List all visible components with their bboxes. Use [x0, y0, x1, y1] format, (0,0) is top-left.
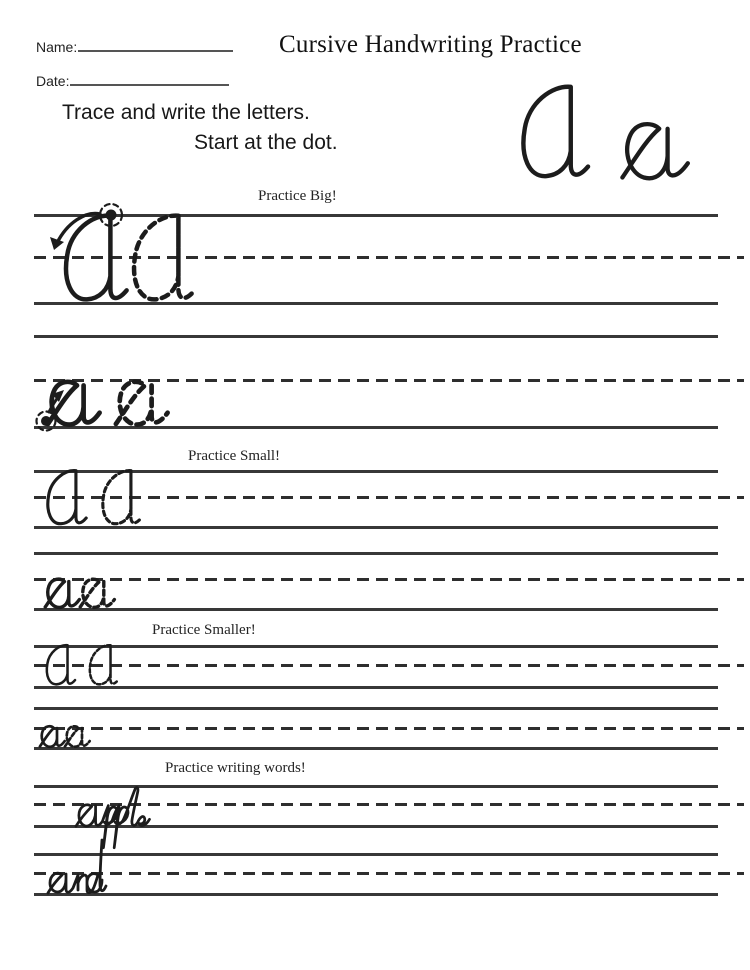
instruction-line-2: Start at the dot.	[194, 131, 338, 154]
ruled-line-solid	[34, 686, 718, 689]
ruled-line-solid	[34, 335, 718, 338]
stroke-direction-arrow-capital	[57, 214, 100, 243]
ruled-line-solid	[34, 893, 718, 896]
word-and-cursive	[48, 840, 106, 893]
name-label: Name:	[36, 39, 78, 55]
ruled-line-dashed	[34, 578, 744, 581]
stroke-direction-arrowhead-capital	[50, 237, 64, 250]
trace-lowercase-a-solid-small	[45, 579, 79, 607]
ruled-line-solid	[34, 470, 718, 473]
page-title: Cursive Handwriting Practice	[279, 31, 582, 58]
ruled-line-solid	[34, 526, 718, 529]
ruled-line-dashed	[34, 379, 744, 382]
ruled-line-solid	[34, 214, 718, 217]
instruction-line-1: Trace and write the letters.	[62, 101, 310, 124]
date-field-blank	[70, 71, 229, 86]
word-apple-cursive	[76, 788, 149, 848]
name-row	[36, 37, 233, 55]
trace-lowercase-a-solid-big	[48, 382, 100, 425]
display-letter-uppercase-a	[523, 87, 588, 176]
ruled-line-dashed	[34, 496, 744, 499]
ruled-line-solid	[34, 426, 718, 429]
ruled-line-solid	[34, 552, 718, 555]
ruled-line-dashed	[34, 872, 744, 875]
trace-lowercase-a-dashed-big	[116, 382, 168, 425]
ruled-line-dashed	[34, 803, 744, 806]
ruled-line-solid	[34, 302, 718, 305]
ruled-line-dashed	[34, 727, 744, 730]
section-label-practice-words: Practice writing words!	[165, 760, 306, 776]
date-label: Date:	[36, 73, 70, 89]
name-field-blank	[78, 37, 233, 52]
display-letter-lowercase-a	[622, 124, 687, 178]
section-label-practice-small: Practice Small!	[188, 448, 281, 464]
stroke-direction-arrow-lowercase	[49, 396, 59, 412]
ruled-line-solid	[34, 645, 718, 648]
ruled-line-solid	[34, 853, 718, 856]
stroke-direction-arrowhead-lowercase	[52, 390, 64, 402]
start-dot-lowercase	[41, 416, 51, 426]
ruled-line-solid	[34, 608, 718, 611]
ruled-line-solid	[34, 825, 718, 828]
section-label-practice-smaller: Practice Smaller!	[152, 622, 256, 638]
ruled-line-solid	[34, 747, 718, 750]
date-row	[36, 71, 229, 89]
ruled-line-solid	[34, 785, 718, 788]
ruled-line-dashed	[34, 664, 744, 667]
section-label-practice-big: Practice Big!	[258, 188, 337, 204]
ruled-line-solid	[34, 707, 718, 710]
trace-lowercase-a-dashed-small	[80, 579, 114, 607]
ruled-line-dashed	[34, 256, 744, 259]
